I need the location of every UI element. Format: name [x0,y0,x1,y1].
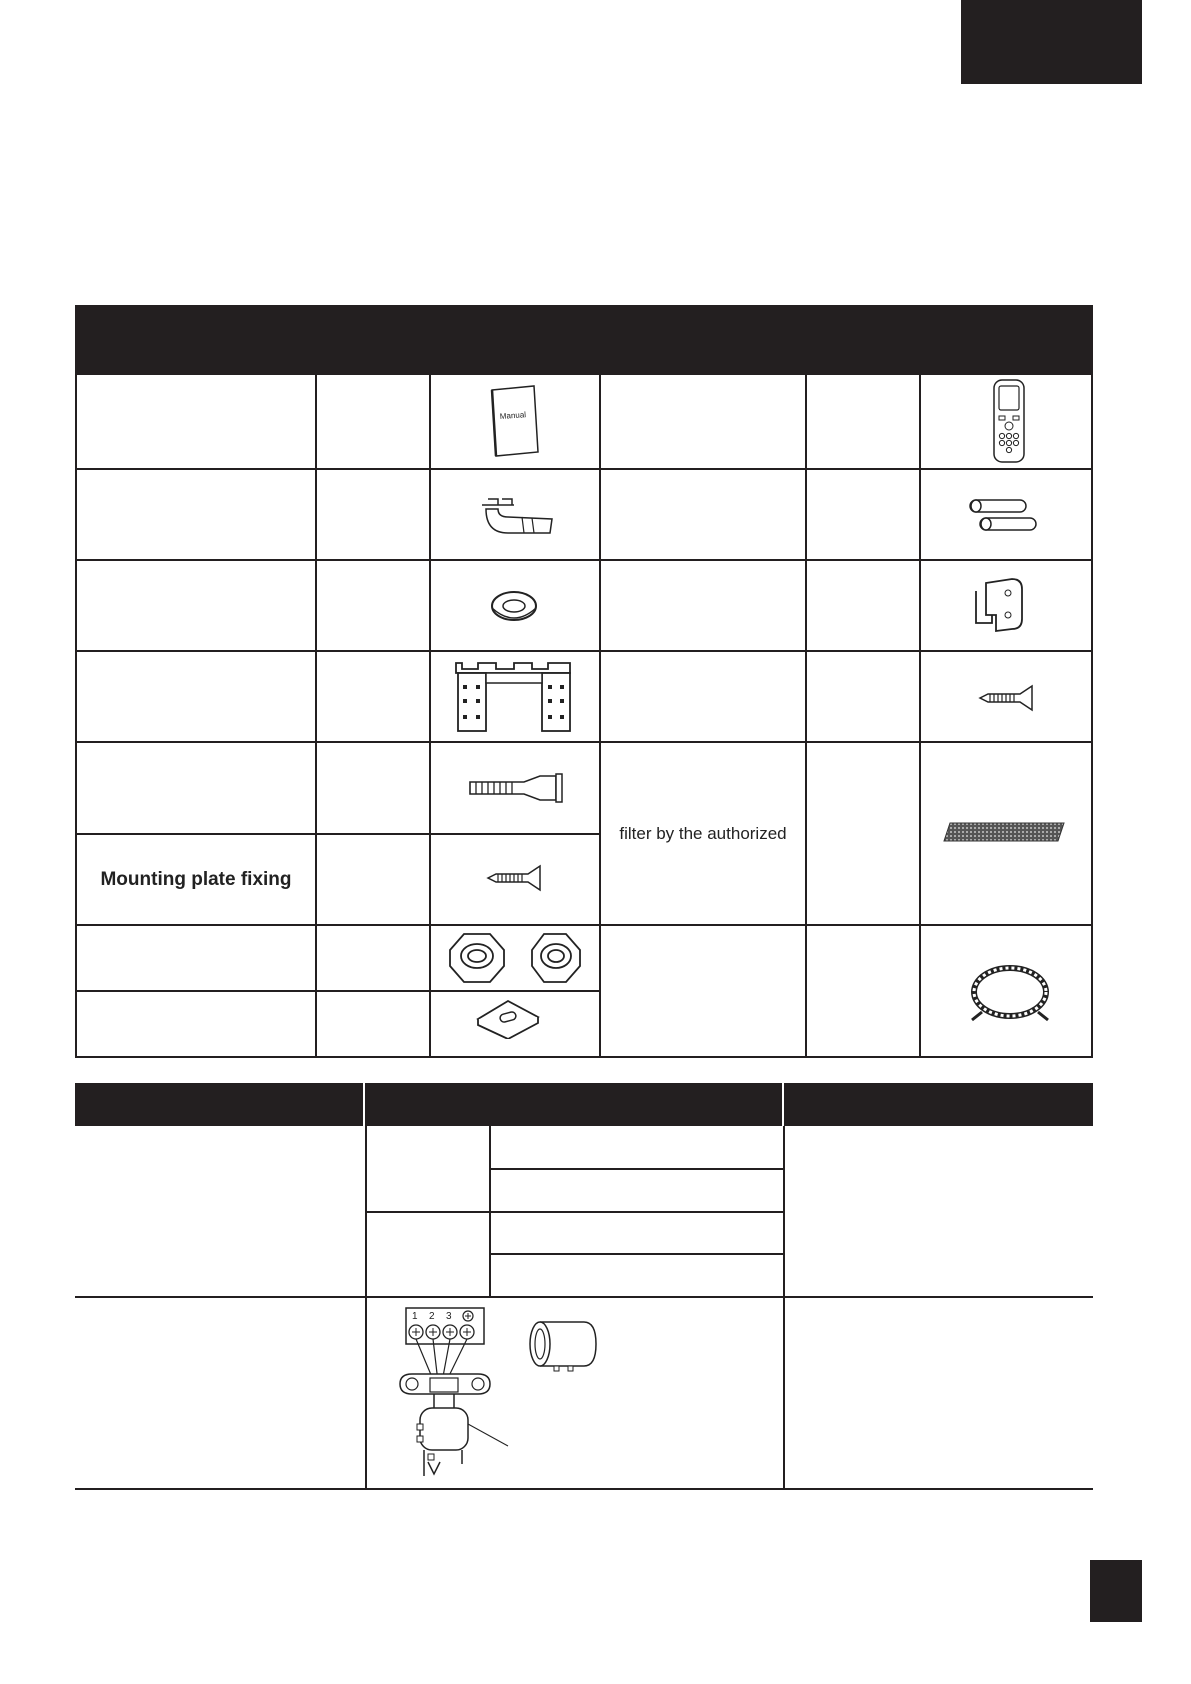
manual-label: Manual [499,410,527,421]
terminal-block-icon [394,1304,514,1480]
manual-icon [486,384,546,459]
mounting-plate-fixing-screw-icon [484,864,544,892]
corner-tab-bottom [1090,1560,1142,1622]
accessory-name-mounting-plate-fixing: Mounting plate fixing [100,868,292,890]
pipe-table-header [75,1083,1093,1126]
batteries-icon [966,498,1040,534]
anchor-icon [466,772,566,804]
remote-control-icon [990,378,1030,464]
corner-tab-top [961,0,1142,84]
air-filter-icon [942,819,1066,845]
accessories-table-header [75,305,1093,373]
rubber-plug-icon [474,995,542,1039]
terminal-label-1: 1 [412,1311,418,1322]
screw-icon [976,684,1036,712]
mounting-plate-icon [452,659,576,735]
nuts-icon [442,928,592,988]
coil-icon [968,960,1052,1024]
drain-joint-icon [478,493,554,538]
terminal-label-2: 2 [429,1311,435,1322]
terminal-label-3: 3 [446,1311,452,1322]
magnetic-ring-icon [528,1316,602,1372]
remote-holder-icon [972,575,1032,635]
accessory-name-filter: filter by the authorized [619,823,787,843]
seal-ring-icon [488,588,540,624]
